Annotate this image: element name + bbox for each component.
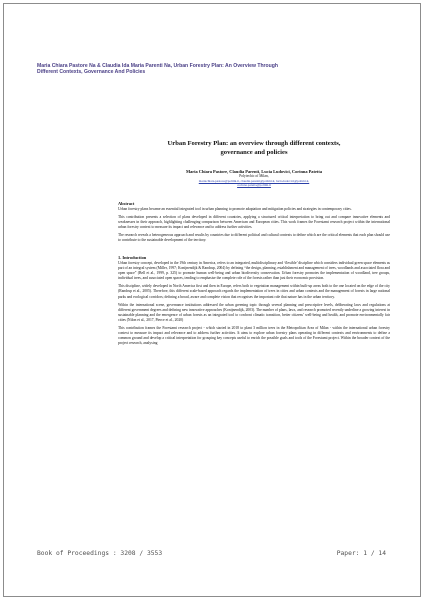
introduction-paragraph: Within the international scene, governance institutions addressed the urban greening topic through several planning and prescriptive levels, deliberating laws and regulations at different government degrees and defining new innovative approaches (Konijnendijk, 2003). The number of plans, laws, and research promoted recently underline a growing interest in sustainable planning and the emergence of urban forests as an integrated tool to confront climatic transition, better citizens’ well-being and health, and promote environmentally fair cities (Nilon et al., 2017, Pierce et al., 2020) [118, 302, 390, 322]
introduction-paragraph: Urban forestry concept, developed in the 19th century in America, refers to an integrated, multidisciplinary and ‘flexible’ discipline which considers individual green space elements as part of an integral system (Miller, 1997; Konijnendijk & Randrup, 2004) by defining “the design, planning, establishment and management of trees, woodlands and associated flora and open space” (Bell et al., 1999, p. 325) to promote human well-being and urban biodiversity conservation. Urban forestry promotes the implementation of woodland, tree groups, individual trees, and associated open spaces, tending to emphasise the complete role of the forests rather than just their economic provision. [118, 260, 390, 281]
abstract-paragraph: Urban forestry plans became an essential integrated tool in urban planning to promote adaptation and mitigation policies and strategies in contemporary cities. [118, 206, 352, 211]
running-header [37, 63, 389, 76]
introduction-paragraph: This discipline, widely developed in North America first and then in Europe, refers both to vegetation management within built-up areas both to the one located on the edge of the city (Randrup et al., 2005). Therefore, this different scale-based approach regards the implementation of trees in cities and urban contexts and the management of forests in large national parks and ecological corridors; defining a broad, aware and complete vision that recognises the important role that nature has in the urban territory. [118, 284, 390, 299]
affiliation: Polytechic of Milan, [239, 174, 269, 179]
introduction-heading: 1. Introduction [118, 255, 147, 261]
paper-title: Urban Forestry Plan: an overview through different contexts, governance and policies [167, 140, 341, 156]
running-header-line-2: Different Contexts, Governance And Policies [37, 69, 146, 76]
abstract-heading: Abstract [118, 201, 135, 207]
document-page [3, 3, 421, 597]
author-list: Maria Chiara Pastore, Claudia Parenti, Lucia Ludovici, Corinna Patetta [185, 169, 323, 175]
paper-page-counter: Paper: 1 / 14 [336, 550, 386, 557]
paper-body [118, 140, 390, 346]
proceedings-page-counter: Book of Proceedings : 3208 / 3553 [37, 550, 163, 557]
author-emails-line-1[interactable]: mariachiara.pastore@polimi.it, claudia.parenti@polimi.it, lucia.ludovici@polimi.it, [198, 178, 310, 183]
abstract-paragraph: The research reveals a heterogeneous approach and results by countries due to different political and cultural contexts to define which are the critical elements that each plan should use to contribute to the sustainable development of the territory. [118, 233, 390, 243]
running-header-line-1: Maria Chiara Pastore Na & Claudia Ida Maria Parenti Na, Urban Forestry Plan: An Overview Through [37, 63, 278, 69]
abstract-paragraph: This contribution presents a selection of plans developed in different countries, applying a structured critical interpretation to bring out and compare innovative elements and weaknesses in their approach, highlighting challenging comparison between American and European cities. This work frames the Forestami research project within the international urban forestry context to measure its impact and relevance and to address further activities. [118, 214, 390, 230]
author-emails-line-2[interactable]: corinna.patetta@polimi.it [237, 183, 271, 187]
introduction-paragraph: This contribution frames the Forestami research project - which started in 2018 to plant 3 million trees in the Metropolitan Area of Milan - within the international urban forestry context to measure its impact and relevance and to address further activities. It aims to explore urban forestry plans operating in different contexts and environments to define a common ground and develop a critical interpretation for grouping key concepts useful to enrich the possible goals and tools of the Forestami project. Within the broader context of the project research, analysing [118, 325, 390, 346]
